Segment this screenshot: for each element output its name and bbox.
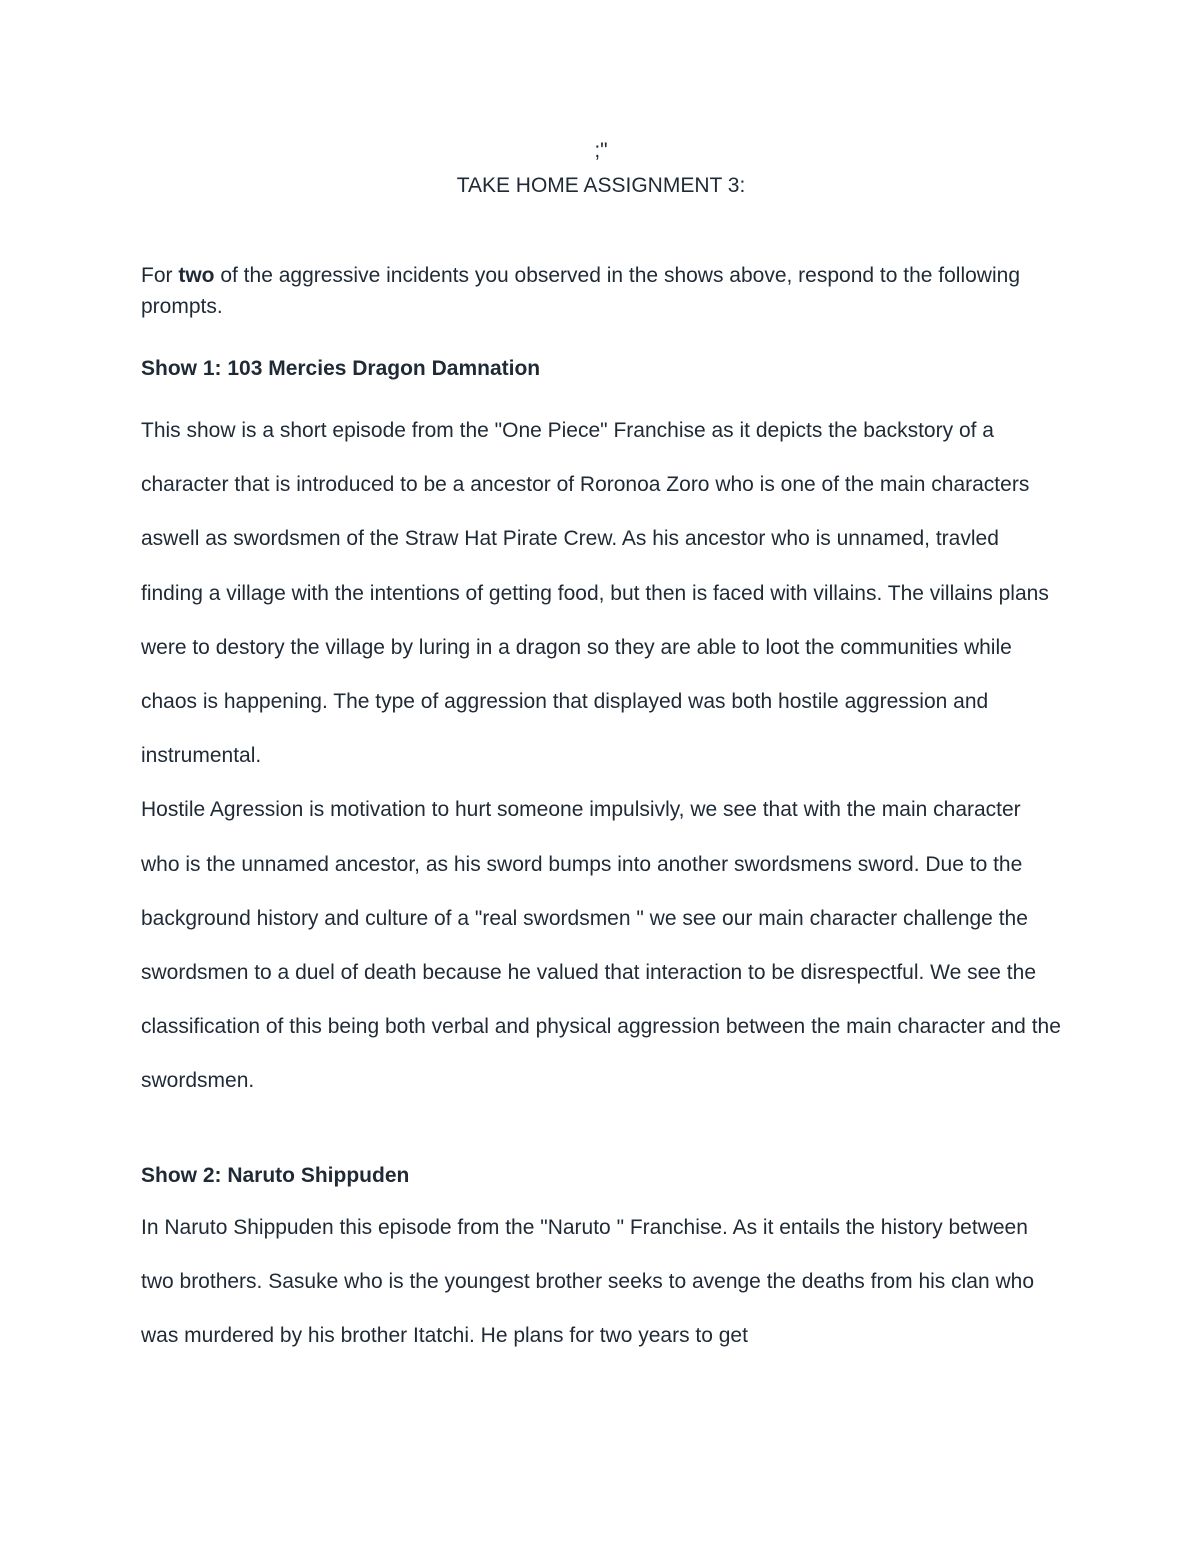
assignment-title: TAKE HOME ASSIGNMENT 3: [456, 174, 746, 197]
intro-emphasis: two [178, 264, 215, 287]
top-mark: ;" [594, 139, 608, 162]
intro-text-after: of the aggressive incidents you observed in the shows above, respond to the following prompts. [141, 264, 1020, 318]
show-2-body [141, 1201, 1061, 1363]
intro-text-before: For [141, 264, 179, 287]
show-1-paragraph-1: This show is a short episode from the "One Piece" Franchise as it depicts the backstory of a character that is introduced to be a ancestor of Roronoa Zoro who is one of the main characters aswell as swordsmen of the Straw Hat Pirate Crew. As his ancestor who is unnamed, travled finding a village with the intentions of getting food, but then is faced with villains. The villains plans were to destory the village by luring in a dragon so they are able to loot the communities while chaos is happening. The type of aggression that displayed was both hostile aggression and instrumental. [141, 419, 1049, 768]
intro-paragraph [141, 260, 1061, 322]
show-1-body [141, 404, 1061, 1109]
document-body [141, 138, 1061, 1363]
show-2-paragraph-1: In Naruto Shippuden this episode from the "Naruto " Franchise. As it entails the history between two brothers. Sasuke who is the youngest brother seeks to avenge the deaths from his clan who was murdered by his brother Itatchi. He plans for two years to get [141, 1215, 1035, 1347]
show-1-heading: Show 1: 103 Mercies Dragon Damnation [141, 357, 541, 380]
show-2-heading: Show 2: Naruto Shippuden [141, 1163, 410, 1187]
show-1-paragraph-2: Hostile Agression is motivation to hurt someone impulsivly, we see that with the main character who is the unnamed ancestor, as his sword bumps into another swordsmens sword. Due to the background history and culture of a "real swordsmen " we see our main character challenge the swordsmen to a duel of death because he valued that interaction to be disrespectful. We see the classification of this being both verbal and physical aggression between the main character and the swordsmen. [141, 798, 1061, 1093]
